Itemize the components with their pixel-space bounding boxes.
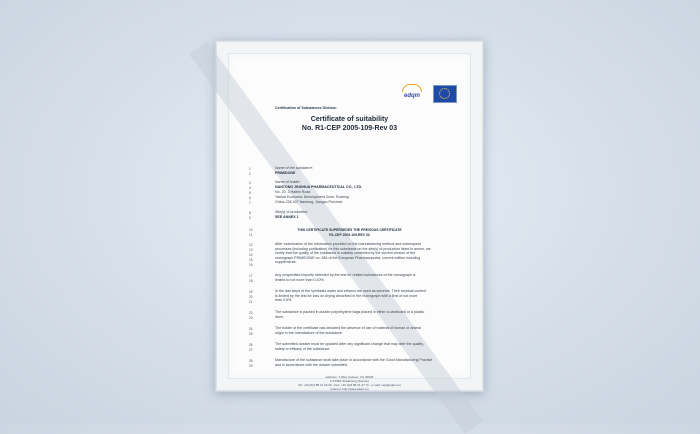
line-number: 28 — [249, 359, 253, 363]
line-number: 10 — [249, 228, 253, 232]
holder-label: Name of holder: — [275, 180, 301, 184]
line-number: 8 — [249, 211, 251, 215]
holder-address-line: China-226 407 Nantong, Jiangsu Province — [275, 200, 343, 204]
paragraph-line: Manufacture of the substance shall take place in accordance with the Good Manufacturing Practice — [275, 358, 433, 362]
line-number: 16 — [249, 263, 253, 267]
holder-address-line: Yanhai Economic Development Zone, Rudong — [275, 195, 349, 199]
paragraph-line: origin in the manufacture of the substance. — [275, 330, 343, 335]
paragraph-line: In the last steps of the synthesis water and ethanol are used as solvents. Their residual content — [275, 289, 427, 293]
paragraph-line: supplements. — [275, 260, 297, 265]
certificate-paper — [229, 54, 470, 391]
edqm-arc-mark — [402, 84, 422, 92]
line-number: 24 — [249, 327, 253, 331]
footer-line: Address: 7 Allée Kastner, CS 30026 — [325, 375, 374, 379]
line-number: 6 — [249, 196, 251, 200]
line-number: 17 — [249, 274, 253, 278]
paragraph-line: Any unspecified impurity detected by the test for related substances of the monograph is — [275, 273, 416, 277]
division-label: Certification of Substances Division — [275, 106, 337, 110]
star-circle — [439, 88, 450, 99]
line-number: 27 — [249, 348, 253, 352]
paragraph-line: certify that the quality of the substance is suitably controlled by the current version of the — [275, 251, 416, 256]
line-number: 9 — [249, 216, 251, 220]
line-number: 25 — [249, 332, 253, 336]
line-number: 4 — [249, 186, 251, 190]
certificate-frame — [215, 40, 484, 392]
line-number: 13 — [249, 248, 253, 252]
paragraph-line: and in accordance with the dossier submitted. — [275, 362, 348, 367]
paragraph-line: The holder of the certificate has declared the absence of use of material of human or animal — [275, 326, 422, 330]
line-number: 14 — [249, 253, 253, 257]
line-number: 20 — [249, 295, 253, 299]
paragraph-impurity — [275, 273, 449, 282]
paragraph-line: monograph PRIMIDONE no. 584 of the European Pharmacopoeia, current edition including — [275, 255, 421, 260]
supersedes-notice: THIS CERTIFICATE SUPERSEDES THE PREVIOUS CERTIFICATE — [297, 228, 402, 232]
line-number: 18 — [249, 279, 253, 283]
paragraph-line: The submitted dossier must be updated after any significant change that may alter the quality, — [275, 342, 424, 346]
paragraph-line: than 0.5%. — [275, 298, 293, 303]
certificate-title: Certificate of suitability — [310, 116, 389, 123]
paragraph-origin — [275, 326, 449, 335]
line-number: 5 — [249, 191, 251, 195]
line-number: 29 — [249, 364, 253, 368]
line-number: 19 — [249, 290, 253, 294]
paragraph-line: safety or efficacy of the substance. — [275, 346, 331, 351]
line-number: 26 — [249, 343, 253, 347]
paragraph-dossier — [275, 342, 449, 351]
line-number: 2 — [249, 172, 251, 176]
footer-line: F-67081 Strasbourg (France) — [330, 378, 369, 383]
paragraph-line: The substance is packed in double polyethylene bags placed in either a cardboard or a plastic — [275, 310, 425, 314]
paragraph-examination — [275, 242, 449, 265]
line-number: 15 — [249, 258, 253, 262]
holder-address-line: No. 20, 3 Haibin Road — [275, 190, 311, 194]
paragraph-line: drum. — [275, 314, 285, 319]
paragraph-line: limited to not more than 0.10%. — [275, 277, 325, 282]
paragraph-gmp — [275, 358, 449, 367]
footer-address — [229, 376, 470, 392]
paragraph-packaging — [275, 310, 449, 319]
previous-certificate-number: R1-CEP 2005-109-REV 02 — [329, 233, 370, 237]
line-number: 3 — [249, 181, 251, 185]
certificate-number: No. R1-CEP 2005-109-Rev 03 — [301, 125, 398, 132]
logo-group — [397, 84, 457, 104]
paragraph-line: is limited by the test for loss on drying described in the monograph with a limit of not more — [275, 293, 418, 298]
line-number: 23 — [249, 316, 253, 320]
footer-line: Tel: +33 (0)3 88 41 30 30 - Fax: +33 (0)3 88 41 27 71 - e-mail: cep@edqm.eu — [298, 382, 401, 387]
line-number: 22 — [249, 311, 253, 315]
paragraph-line: After examination of the information provided on the manufacturing method and subsequent — [275, 242, 421, 246]
council-of-europe-flag-icon — [433, 85, 457, 103]
line-number: 1 — [249, 167, 251, 171]
paragraph-solvents — [275, 289, 449, 303]
edqm-logo-icon — [397, 84, 427, 104]
line-number: 21 — [249, 300, 253, 304]
line-number: 7 — [249, 201, 251, 205]
line-number: 11 — [249, 233, 253, 237]
edqm-logo-text: edqm — [403, 93, 420, 99]
substance-name: PRIMIDONE — [275, 171, 296, 175]
production-sites-value: SEE ANNEX 1 — [275, 215, 299, 219]
holder-name: NANTONG JINGHUA PHARMACEUTICAL CO., LTD. — [275, 185, 363, 189]
footer-line: Internet: http://www.edqm.eu — [330, 386, 369, 391]
line-number: 12 — [249, 243, 253, 247]
production-sites-label: Site(s) of production: — [275, 210, 309, 214]
substance-name-label: Name of the substance: — [275, 166, 313, 170]
paragraph-line: processes (including purification) for this substance on the site(s) of production listed in annex, we — [275, 246, 431, 251]
